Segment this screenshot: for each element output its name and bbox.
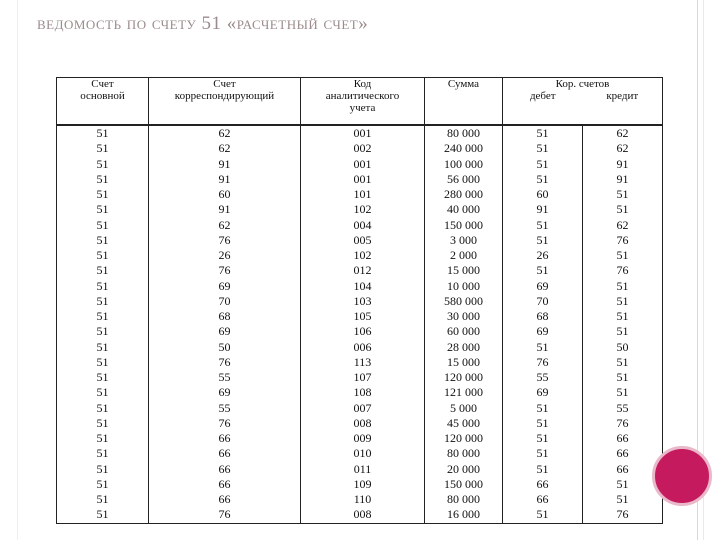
cell-analytic-code: 001 <box>301 125 425 141</box>
table-row <box>57 477 663 492</box>
table-row <box>57 416 663 431</box>
cell-main-account: 51 <box>57 248 149 263</box>
cell-amount: 28 000 <box>425 340 503 355</box>
table-row <box>57 492 663 507</box>
cell-analytic-code: 001 <box>301 172 425 187</box>
cell-debit: 26 <box>503 248 583 263</box>
table-row <box>57 462 663 477</box>
cell-analytic-code: 103 <box>301 294 425 309</box>
cell-amount: 100 000 <box>425 157 503 172</box>
ledger-body <box>57 125 663 523</box>
table-row <box>57 294 663 309</box>
header-main-account <box>57 78 149 126</box>
cell-analytic-code: 110 <box>301 492 425 507</box>
table-row <box>57 355 663 370</box>
cell-main-account: 51 <box>57 431 149 446</box>
cell-credit: 66 <box>583 462 663 477</box>
cell-debit: 69 <box>503 324 583 339</box>
cell-debit: 51 <box>503 462 583 477</box>
cell-credit: 62 <box>583 125 663 141</box>
cell-debit: 51 <box>503 172 583 187</box>
cell-corresponding-account: 62 <box>149 141 301 156</box>
cell-corresponding-account: 91 <box>149 172 301 187</box>
cell-corresponding-account: 62 <box>149 125 301 141</box>
cell-amount: 80 000 <box>425 125 503 141</box>
cell-amount: 45 000 <box>425 416 503 431</box>
cell-amount: 3 000 <box>425 233 503 248</box>
cell-credit: 51 <box>583 187 663 202</box>
cell-analytic-code: 012 <box>301 263 425 278</box>
cell-debit: 69 <box>503 385 583 400</box>
cell-amount: 2 000 <box>425 248 503 263</box>
header-credit: кредит <box>606 90 639 102</box>
cell-corresponding-account: 66 <box>149 477 301 492</box>
cell-debit: 51 <box>503 141 583 156</box>
cell-amount: 240 000 <box>425 141 503 156</box>
cell-debit: 70 <box>503 294 583 309</box>
cell-amount: 580 000 <box>425 294 503 309</box>
cell-amount: 120 000 <box>425 370 503 385</box>
cell-credit: 76 <box>583 507 663 523</box>
cell-main-account: 51 <box>57 263 149 278</box>
cell-main-account: 51 <box>57 202 149 217</box>
ledger-table <box>56 77 663 524</box>
cell-credit: 50 <box>583 340 663 355</box>
cell-debit: 69 <box>503 279 583 294</box>
table-row <box>57 431 663 446</box>
cell-main-account: 51 <box>57 492 149 507</box>
table-row <box>57 309 663 324</box>
cell-debit: 55 <box>503 370 583 385</box>
cell-credit: 51 <box>583 385 663 400</box>
table-row <box>57 507 663 523</box>
cell-amount: 121 000 <box>425 385 503 400</box>
cell-amount: 20 000 <box>425 462 503 477</box>
cell-credit: 76 <box>583 416 663 431</box>
cell-debit: 66 <box>503 477 583 492</box>
cell-credit: 66 <box>583 431 663 446</box>
cell-main-account: 51 <box>57 324 149 339</box>
table-row <box>57 202 663 217</box>
cell-main-account: 51 <box>57 355 149 370</box>
cell-debit: 91 <box>503 202 583 217</box>
header-line: основной <box>80 90 125 102</box>
cell-credit: 62 <box>583 218 663 233</box>
cell-analytic-code: 104 <box>301 279 425 294</box>
cell-amount: 15 000 <box>425 263 503 278</box>
cell-amount: 40 000 <box>425 202 503 217</box>
cell-amount: 150 000 <box>425 477 503 492</box>
cell-debit: 66 <box>503 492 583 507</box>
cell-main-account: 51 <box>57 462 149 477</box>
cell-analytic-code: 001 <box>301 157 425 172</box>
cell-credit: 76 <box>583 263 663 278</box>
cell-credit: 51 <box>583 309 663 324</box>
cell-corresponding-account: 60 <box>149 187 301 202</box>
cell-analytic-code: 107 <box>301 370 425 385</box>
cell-corresponding-account: 66 <box>149 492 301 507</box>
cell-analytic-code: 002 <box>301 141 425 156</box>
cell-corresponding-account: 76 <box>149 233 301 248</box>
table-row <box>57 233 663 248</box>
cell-main-account: 51 <box>57 233 149 248</box>
header-line: аналитического <box>325 90 400 102</box>
cell-analytic-code: 105 <box>301 309 425 324</box>
cell-main-account: 51 <box>57 401 149 416</box>
table-row <box>57 401 663 416</box>
cell-analytic-code: 005 <box>301 233 425 248</box>
cell-credit: 76 <box>583 233 663 248</box>
table-row <box>57 263 663 278</box>
cell-debit: 51 <box>503 157 583 172</box>
cell-corresponding-account: 68 <box>149 309 301 324</box>
cell-main-account: 51 <box>57 187 149 202</box>
header-corr-accounts <box>503 78 663 126</box>
cell-corresponding-account: 91 <box>149 202 301 217</box>
header-line: учета <box>349 102 376 114</box>
cell-credit: 51 <box>583 355 663 370</box>
cell-credit: 66 <box>583 446 663 461</box>
cell-main-account: 51 <box>57 141 149 156</box>
cell-debit: 51 <box>503 263 583 278</box>
cell-analytic-code: 004 <box>301 218 425 233</box>
cell-main-account: 51 <box>57 477 149 492</box>
cell-corresponding-account: 66 <box>149 462 301 477</box>
cell-debit: 76 <box>503 355 583 370</box>
header-line: Код <box>353 78 372 90</box>
table-row <box>57 385 663 400</box>
cell-credit: 51 <box>583 492 663 507</box>
cell-amount: 30 000 <box>425 309 503 324</box>
cell-debit: 51 <box>503 416 583 431</box>
cell-main-account: 51 <box>57 309 149 324</box>
table-row <box>57 125 663 141</box>
cell-amount: 5 000 <box>425 401 503 416</box>
cell-corresponding-account: 91 <box>149 157 301 172</box>
cell-corresponding-account: 66 <box>149 431 301 446</box>
header-amount <box>425 78 503 126</box>
cell-credit: 55 <box>583 401 663 416</box>
header-corresponding-account <box>149 78 301 126</box>
cell-credit: 91 <box>583 157 663 172</box>
cell-amount: 280 000 <box>425 187 503 202</box>
cell-corresponding-account: 70 <box>149 294 301 309</box>
cell-corresponding-account: 62 <box>149 218 301 233</box>
cell-main-account: 51 <box>57 370 149 385</box>
cell-debit: 51 <box>503 507 583 523</box>
table-row <box>57 187 663 202</box>
header-analytic-code <box>301 78 425 126</box>
cell-main-account: 51 <box>57 172 149 187</box>
cell-corresponding-account: 55 <box>149 401 301 416</box>
cell-main-account: 51 <box>57 218 149 233</box>
table-row <box>57 141 663 156</box>
cell-analytic-code: 010 <box>301 446 425 461</box>
cell-debit: 51 <box>503 233 583 248</box>
cell-debit: 51 <box>503 218 583 233</box>
header-line: корреспондирующий <box>174 90 275 102</box>
cell-corresponding-account: 76 <box>149 507 301 523</box>
cell-main-account: 51 <box>57 507 149 523</box>
left-divider <box>17 0 18 540</box>
cell-main-account: 51 <box>57 125 149 141</box>
cell-amount: 16 000 <box>425 507 503 523</box>
table-row <box>57 370 663 385</box>
cell-corresponding-account: 69 <box>149 385 301 400</box>
cell-credit: 91 <box>583 172 663 187</box>
header-line: Счет <box>91 78 114 90</box>
cell-amount: 80 000 <box>425 492 503 507</box>
cell-debit: 51 <box>503 340 583 355</box>
cell-analytic-code: 011 <box>301 462 425 477</box>
cell-analytic-code: 006 <box>301 340 425 355</box>
cell-amount: 60 000 <box>425 324 503 339</box>
header-line: Сумма <box>447 78 480 90</box>
cell-corresponding-account: 69 <box>149 324 301 339</box>
cell-amount: 150 000 <box>425 218 503 233</box>
cell-credit: 51 <box>583 248 663 263</box>
cell-analytic-code: 101 <box>301 187 425 202</box>
table-row <box>57 172 663 187</box>
cell-main-account: 51 <box>57 340 149 355</box>
cell-amount: 10 000 <box>425 279 503 294</box>
cell-credit: 51 <box>583 202 663 217</box>
cell-main-account: 51 <box>57 416 149 431</box>
header-corr-split <box>503 90 662 102</box>
cell-analytic-code: 008 <box>301 416 425 431</box>
slide-title: ведомость по счету 51 «расчетный счет» <box>37 13 369 34</box>
cell-amount: 120 000 <box>425 431 503 446</box>
cell-main-account: 51 <box>57 446 149 461</box>
cell-analytic-code: 008 <box>301 507 425 523</box>
cell-debit: 60 <box>503 187 583 202</box>
cell-analytic-code: 108 <box>301 385 425 400</box>
cell-debit: 51 <box>503 431 583 446</box>
cell-amount: 15 000 <box>425 355 503 370</box>
cell-main-account: 51 <box>57 385 149 400</box>
cell-corresponding-account: 50 <box>149 340 301 355</box>
cell-corresponding-account: 26 <box>149 248 301 263</box>
cell-credit: 51 <box>583 279 663 294</box>
cell-analytic-code: 109 <box>301 477 425 492</box>
cell-amount: 56 000 <box>425 172 503 187</box>
table-row <box>57 279 663 294</box>
cell-debit: 51 <box>503 125 583 141</box>
cell-analytic-code: 009 <box>301 431 425 446</box>
cell-credit: 51 <box>583 324 663 339</box>
cell-corresponding-account: 76 <box>149 263 301 278</box>
cell-analytic-code: 102 <box>301 202 425 217</box>
table-row <box>57 340 663 355</box>
cell-main-account: 51 <box>57 294 149 309</box>
cell-credit: 51 <box>583 370 663 385</box>
cell-analytic-code: 102 <box>301 248 425 263</box>
cell-analytic-code: 007 <box>301 401 425 416</box>
cell-main-account: 51 <box>57 157 149 172</box>
table-row <box>57 248 663 263</box>
decorative-circle <box>652 446 712 506</box>
cell-analytic-code: 113 <box>301 355 425 370</box>
cell-debit: 68 <box>503 309 583 324</box>
table-row <box>57 157 663 172</box>
cell-amount: 80 000 <box>425 446 503 461</box>
cell-debit: 51 <box>503 446 583 461</box>
cell-corresponding-account: 76 <box>149 416 301 431</box>
cell-credit: 62 <box>583 141 663 156</box>
cell-main-account: 51 <box>57 279 149 294</box>
cell-credit: 51 <box>583 477 663 492</box>
header-corr-accounts-title: Кор. счетов <box>555 78 610 90</box>
cell-analytic-code: 106 <box>301 324 425 339</box>
cell-corresponding-account: 55 <box>149 370 301 385</box>
header-line: Счет <box>213 78 236 90</box>
header-debit: дебет <box>529 90 556 102</box>
cell-debit: 51 <box>503 401 583 416</box>
table-row <box>57 446 663 461</box>
table-row <box>57 324 663 339</box>
cell-corresponding-account: 76 <box>149 355 301 370</box>
cell-credit: 51 <box>583 294 663 309</box>
cell-corresponding-account: 66 <box>149 446 301 461</box>
cell-corresponding-account: 69 <box>149 279 301 294</box>
table-row <box>57 218 663 233</box>
